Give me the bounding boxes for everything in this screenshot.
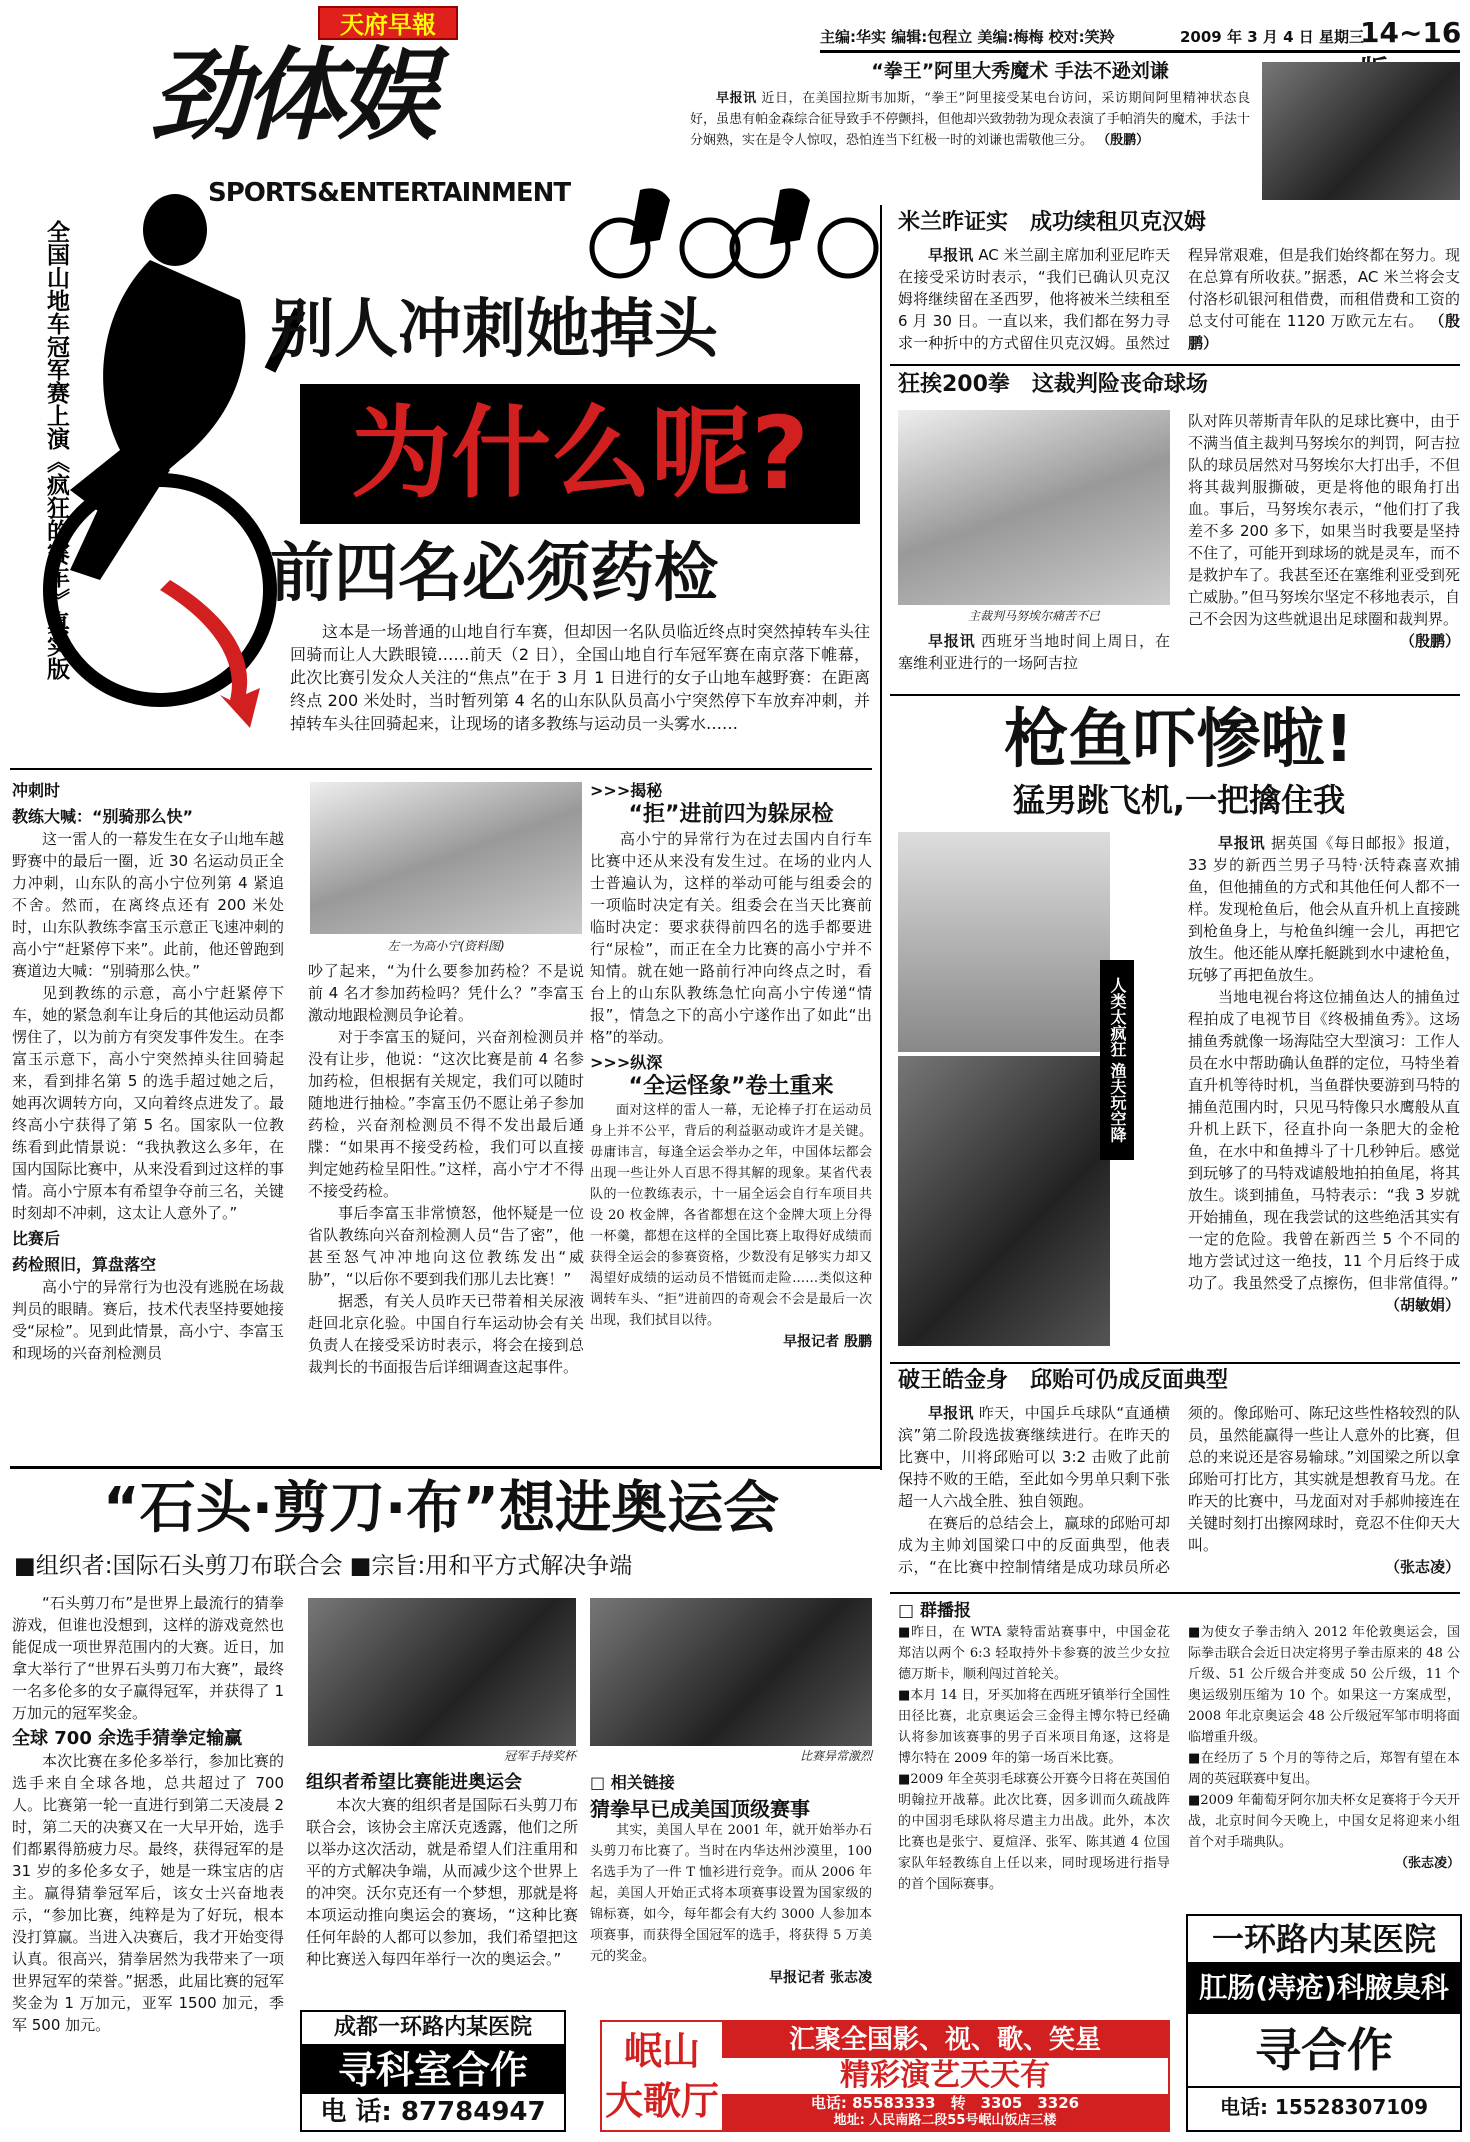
col1-kicker1: 冲刺时 xyxy=(12,781,61,800)
referee-article-left xyxy=(898,630,1170,674)
col2-p3: 事后李富玉非常愤怒，他怀疑是一位省队教练向兴奋剂检测人员“告了密”，他甚至怒气冲冲地向这位教练发出“威胁”，“以后你不要到我们那儿去比赛！” xyxy=(308,1204,584,1288)
col3-title2: “全运怪象”卷土重来 xyxy=(628,1074,834,1099)
rps-top-rule xyxy=(10,1466,882,1469)
ali-photo xyxy=(1262,62,1460,200)
ktv-ad-name1: 岷山 xyxy=(623,2029,700,2073)
marlin-article xyxy=(1188,832,1460,1316)
referee-body1 xyxy=(898,630,1170,674)
referee-caption: 主裁判马努埃尔痛苦不已 xyxy=(967,609,1100,623)
ktv-ad[interactable] xyxy=(600,2020,1170,2132)
main-intro-text: 这本是一场普通的山地自行车赛，但却因一名队员临近终点时突然掉转车头往回骑而让人大跌眼镜……前天（2 日），全国山地自行车冠军赛在南京落下帷幕，此次比赛引发众人关注的“焦点”在于 3 月 1 日进行的女子山地车越野赛：在距离终点 200 米处时，当时暂列第 4 名的山东队队员高小宁突然停下车放弃冲刺，并掉转车头往回骑起来，让现场的诸多教练与运动员一头雾水…… xyxy=(290,622,870,733)
col1-kicker2: 比赛后 xyxy=(12,1229,61,1248)
ali-body xyxy=(690,88,1250,151)
hospital-ad-1-phone: 电 话: 87784947 xyxy=(320,2097,546,2127)
headline-2: 为什么呢? xyxy=(350,395,809,512)
rps-organizer: ■组织者:国际石头剪刀布联合会 ■宗旨:用和平方式解决争端 xyxy=(14,1553,633,1579)
referee-body2: 队对阵贝蒂斯青年队的足球比赛中，由于不满当值主裁判马努埃尔的判罚，阿吉拉队的球员居然对马努埃尔大打出手，不但将其裁判服撕破，更是将他的眼角打出血。事后，马努埃尔表示，“他们打了我差不多 200 多下，如果当时我要是坚持不住了，可能开到球场的就是灵车，而不是救护车了。我甚至还在塞维利亚受到死亡威胁。”但马努埃尔坚定不移地表示，自己不会因为这些就退出足球圈和裁判界。 xyxy=(1188,412,1460,628)
qiu-body1 xyxy=(898,1402,1170,1512)
issue-date: 2009 年 3 月 4 日 星期三 xyxy=(1180,28,1364,46)
milan-byline: （殷鹏） xyxy=(1188,312,1460,352)
ali-byline: （殷鹏） xyxy=(1097,133,1150,148)
ktv-ad-panel xyxy=(722,2022,1168,2130)
col1-p1: 这一雷人的一幕发生在女子山地车越野赛中的最后一圈，近 30 名运动员正全力冲刺，山东队的高小宁位列第 4 紧追不舍。然而，在离终点还有 200 米处时，山东队教练李富玉示意正飞速冲刺的高小宁“赶紧停下来”。此前，他还曾跑到赛道边大喊：“别骑那么快。” xyxy=(12,830,284,980)
ali-lead: 早报讯 xyxy=(716,91,757,106)
qiu-byline: （张志凌） xyxy=(1384,1558,1460,1576)
col3-byline: 早报记者 殷鹏 xyxy=(783,1334,872,1350)
qiu-rule xyxy=(890,1592,1460,1594)
col2-article xyxy=(308,960,584,1378)
qiu-article xyxy=(898,1402,1460,1578)
marlin-photo-jump xyxy=(898,832,1110,1052)
group-byline: （张志凌） xyxy=(1394,1856,1460,1871)
hospital-ad-2-line3: 寻合作 xyxy=(1255,2023,1393,2077)
rps-col1 xyxy=(12,1592,284,2036)
red-arrow-icon xyxy=(150,580,270,730)
col3-p1: 高小宁的异常行为在过去国内自行车比赛中还从来没有发生过。在场的业内人士普遍认为，这样的举动可能与组委会的一项临时决定有关。组委会在当天比赛前临时决定：要求获得前四名的选手都要进行“尿检”，而正在全力比赛的高小宁并不知情。就在她一路前行冲向终点之时，看台上的山东队教练急忙向高小宁传递“情报”，情急之下的高小宁遂作出了如此“出格”的举动。 xyxy=(590,830,872,1046)
qiu-lead: 早报讯 xyxy=(928,1404,974,1422)
vertical-title: 全国山地车冠军赛上演《疯狂的赛车》真实版 xyxy=(43,220,69,680)
marlin-photo-catch xyxy=(898,1056,1110,1346)
hospital-ad-1[interactable] xyxy=(300,2010,566,2132)
section-title-text: 劲体娱 xyxy=(150,37,432,154)
col1-p2: 见到教练的示意，高小宁赶紧停下车，她的紧急刹车让身后的其他运动员都愣住了，以为前方有突发事件发生。在李富玉示意下，高小宁突然掉头往回骑起来，看到排名第 5 的选手超过她之后，她再次调转方向，又向着终点进发了。最终高小宁获得了第 5 名。国家队一位教练看到此情景说：“我执教这么多年，在国内国际比赛中，从来没看到过这样的事情。高小宁原本有希望争夺前三名，关键时刻却不冲刺，这太让人意外了。” xyxy=(12,984,284,1222)
milan-lead: 早报讯 xyxy=(928,246,974,264)
group-item-1: ■昨日，在 WTA 蒙特雷站赛事中，中国金花郑洁以两个 6:3 轻取持外卡参赛的波兰少女拉德万斯卡，顺利闯过首轮关。 xyxy=(898,1625,1170,1682)
ktv-ad-phone: 电话: 85583333 转 3305 3326 xyxy=(810,2094,1080,2112)
group-item-3: ■2009 年全英羽毛球赛公开赛今日将在英国伯明翰拉开战幕。此次比赛，因多训而久疏战阵的中国羽毛球队将尽遣主力出战。此外，本次比赛也是张宁、夏煊泽、张军、陈其遒 4 位国家队年轻教练自上任以来，同时现场进行指导的首个国际赛事。 xyxy=(898,1772,1170,1892)
marlin-side-label: 人类太疯狂 渔夫玩空降 xyxy=(1100,960,1134,1160)
rps-sub2: 组织者希望比赛能进奥运会 xyxy=(306,1772,522,1793)
rps-col3 xyxy=(590,1768,872,1989)
rps-match-photo xyxy=(590,1598,872,1746)
ktv-ad-line1: 汇聚全国影、视、歌、笑星 xyxy=(788,2025,1101,2055)
rps-col2 xyxy=(306,1768,578,1970)
referee-rule xyxy=(890,694,1460,696)
marlin-headline: 枪鱼吓惨啦! xyxy=(1004,703,1354,777)
col3-kicker1: >>>揭秘 xyxy=(590,781,663,800)
staff-line: 主编:华实 编辑:包程立 美编:梅梅 校对:笑羚 xyxy=(820,28,1115,46)
qiu-text1: 昨天，中国乒乓球队“直通横滨”第二阶段选拔赛继续进行。在昨天的比赛中，川将邱贻可以 3:2 击败了此前保持不败的王皓，至此如今男单只剩下张超一人六战全胜、独自领跑。 xyxy=(898,1404,1170,1510)
col2-p2: 对于李富玉的疑问，兴奋剂检测员并没有让步，他说：“这次比赛是前 4 名参加药检，但根据有关规定，我们可以随时随地进行抽检。”李富玉仍不愿让弟子参加药检，兴奋剂检测员不得不发出最后通牒：“如果再不接受药检，我们可以直接判定她药检呈阳性。”这样，高小宁才不得不接受药检。 xyxy=(308,1028,584,1200)
ktv-ad-name xyxy=(602,2022,722,2130)
page-range: 14~16 xyxy=(1360,16,1462,49)
rps-caption1: 冠军手持奖杯 xyxy=(503,1749,576,1763)
rps-p1: “石头剪刀布”是世界上最流行的猜拳游戏，但谁也没想到，这样的游戏竟然也能促成一项世界范围内的大赛。近日，加拿大举行了“世界石头剪刀布大赛”，最终一名多伦多的女子赢得冠军，并获得了 1 万加元的冠军奖金。 xyxy=(12,1594,284,1722)
referee-article-right xyxy=(1188,410,1460,652)
col2-p4: 据悉，有关人员昨天已带着相关尿液赶回北京化验。中国自行车运动协会有关负责人在接受采访时表示，将会在接到总裁判长的书面报告后详细调查这起事件。 xyxy=(308,1292,584,1376)
podium-photo xyxy=(310,782,582,934)
rps-trophy-photo xyxy=(308,1598,576,1746)
marlin-rule xyxy=(890,1362,1460,1364)
col3-article xyxy=(590,776,872,1353)
main-intro xyxy=(290,620,870,735)
headline-1: 别人冲刺她掉头 xyxy=(270,293,718,367)
qiu-body2: 在赛后的总结会上，赢球的邱贻可却成为主帅刘国梁口中的反面典型，他表示，“在比赛中控制情绪是成功球员所必须的。像邱贻可、陈玘这些性格较烈的队员，虽然能赢得一些让人意外的比赛，但总的来说还是容易输球。”刘国梁之所以拿邱贻可打比方，其实就是想教育马龙。在昨天的比赛中，马龙面对对手郝帅接连在关键时刻打出擦网球时，竟忍不住仰天大叫。 xyxy=(898,1404,1460,1576)
col3-title1: “拒”进前四为躲尿检 xyxy=(628,802,834,827)
ktv-ad-address: 地址: 人民南路二段55号岷山饭店三楼 xyxy=(833,2113,1057,2128)
rps-headline: “石头·剪刀·布”想进奥运会 xyxy=(102,1476,780,1541)
rps-link-title: □ 相关链接 xyxy=(590,1773,675,1792)
group-item-6: ■2009 年葡萄牙阿尔加夫杯女足赛将于今天开战，北京时间今天晚上，中国女足将迎来小组首个对手瑞典队。 xyxy=(1188,1793,1460,1850)
rps-p3: 本次大赛的组织者是国际石头剪刀布联合会，该协会主席沃克透露，他们之所以举办这次活动，就是希望人们注重用和平的方式解决争端，从而减少这个世界上的冲突。沃尔克还有一个梦想，那就是将本项运动推向奥运会的赛场，“这种比赛任何年龄的人都可以参加，我们希望把这种比赛送入每四年举行一次的奥运会。” xyxy=(306,1796,578,1968)
referee-text1: 西班牙当地时间上周日，在塞维利亚进行的一场阿吉拉 xyxy=(898,632,1170,672)
ali-text: 近日，在美国拉斯韦加斯，“拳王”阿里接受某电台访问，采访期间阿里精神状态良好，虽患有帕金森综合征导致手不停颤抖，但他却兴致勃勃为现众表演了手帕消失的魔术，手法十分娴熟，实在是令人惊叹，恐怕连当下红极一时的刘谦也需敬他三分。 xyxy=(690,91,1250,148)
hospital-ad-2-phone: 电话: 15528307109 xyxy=(1188,2086,1460,2126)
marlin-text1: 据英国《每日邮报》报道，33 岁的新西兰男子马特·沃特森喜欢捕鱼，但他捕鱼的方式和其他任何人都不一样。发现枪鱼后，他会从直升机上直接跳到枪鱼身上，与枪鱼纠缠一会儿，再把它放生。他还能从摩托艇跳到水中逮枪鱼，玩够了再把鱼放生。 xyxy=(1188,834,1460,984)
milan-body xyxy=(898,244,1460,354)
hospital-ad-1-line2: 寻科室合作 xyxy=(302,2046,564,2094)
hospital-ad-2[interactable] xyxy=(1186,1914,1462,2132)
ali-title: “拳王”阿里大秀魔术 手法不逊刘谦 xyxy=(871,60,1169,82)
referee-title: 狂挨200拳 这裁判险丧命球场 xyxy=(898,372,1208,397)
hospital-ad-1-line1: 成都一环路内某医院 xyxy=(302,2012,564,2046)
rps-caption2: 比赛异常激烈 xyxy=(799,1749,872,1763)
referee-byline: （殷鹏） xyxy=(1399,632,1460,650)
marlin-body2: 当地电视台将这位捕鱼达人的捕鱼过程拍成了电视节目《终极捕鱼秀》。这场捕鱼秀就像一场海陆空大型演习：工作人员在水中帮助确认鱼群的定位，马特坐着直升机等待时机，当鱼群快要游到马特的捕鱼范围内时，只见马特像只水鹰般从直升机上跃下，径直扑向一条肥大的金枪鱼，在水中和鱼搏斗了十几秒钟后。感觉到玩够了的马特戏谑般地拍拍鱼尾，将其放生。谈到捕鱼，马特表示：“我 3 岁就开始捕鱼，现在我尝试的这些绝活其实有一定的危险。我曾在新西兰 5 个不同的地方尝试过这一绝技，11 个月后终于成功了。我虽然受了点擦伤，但非常值得。” xyxy=(1188,988,1460,1292)
marlin-subhead: 猛男跳飞机,一把擒住我 xyxy=(1012,781,1346,819)
col3-kicker2: >>>纵深 xyxy=(590,1053,663,1072)
hospital-ad-2-line1: 一环路内某医院 xyxy=(1211,1920,1436,1958)
rps-p2: 本次比赛在多伦多举行，参加比赛的选手来自全球各地，总共超过了 700人。比赛第一轮一直进行到第二天凌晨 2 时，第二天的决赛又在一大早开始，选手们都累得筋疲力尽。最终，获得冠军的是 31 岁的多伦多女子，她是一珠宝店的店主。赢得猜拳冠军后，该女士兴奋地表示，“参加比赛，纯粹是为了好玩，根本没打算赢。当进入决赛后，我才开始变得认真。很高兴，猜拳居然为我带来了一项世界冠军的荣誉。”据悉，此届比赛的冠军奖金为 1 万加元，亚军 1500 加元，季军 500 加元。 xyxy=(12,1752,284,2034)
group-item-5: ■在经历了 5 个月的等待之后，郑智有望在本周的英冠联赛中复出。 xyxy=(1188,1751,1460,1787)
rps-p4: 其实，美国人早在 2001 年，就开始举办石头剪刀布比赛了。当时在内华达州沙漠里，100 名选手为了一件 T 恤衫进行竞争。而从 2006 年起，美国人开始正式将本项赛事设置为国家级的锦标赛，如今，每年都会有大约 3000 人参加本项赛事，而获得全国冠军的选手，将获得 5 万美元的奖金。 xyxy=(590,1823,872,1964)
marlin-byline: （胡敏娟） xyxy=(1384,1296,1460,1314)
cyclist-duo-icon xyxy=(580,180,880,280)
podium-caption: 左一为高小宁(资料图) xyxy=(387,939,505,953)
col1-p3: 高小宁的异常行为也没有逃脱在场裁判员的眼睛。赛后，技术代表坚持要她接受“尿检”。见到此情景，高小宁、李富玉和现场的兴奋剂检测员 xyxy=(12,1278,284,1362)
col3-p2: 面对这样的雷人一幕，无论棒子打在运动员身上并不公平，背后的利益驱动或许才是关键。毋庸讳言，每逢全运会举办之年，中国体坛都会出现一些让外人百思不得其解的现象。某省代表队的一位教练表示，十一届全运会自行车项目共设 20 枚金牌，各省都想在这个金牌大项上分得一杯羹，都想在这样的全国比赛上取得好成绩而获得全运会的参赛资格，少数没有足够实力却又渴望好成绩的运动员不惜铤而走险……类似这种调转车头、“拒”进前四的奇观会不会是最后一次出现，我们拭目以待。 xyxy=(590,1103,872,1328)
headline-3: 前四名必须药检 xyxy=(270,537,718,611)
rps-byline: 早报记者 张志凌 xyxy=(769,1970,872,1986)
marlin-lead: 早报讯 xyxy=(1218,834,1266,852)
marlin-body1 xyxy=(1188,832,1460,986)
paper-name-badge: 天府早報 xyxy=(318,6,458,40)
main-bottom-rule xyxy=(10,768,872,770)
col1-sub1: 教练大喊：“别骑那么快” xyxy=(12,807,194,826)
headline-2-box xyxy=(300,384,860,524)
rps-sub1: 全球 700 余选手猜拳定输赢 xyxy=(12,1728,243,1749)
col1-sub2: 药检照旧，算盘落空 xyxy=(12,1255,157,1274)
col1-article xyxy=(12,776,284,1364)
milan-title: 米兰昨证实 成功续租贝克汉姆 xyxy=(898,210,1207,235)
milan-rule xyxy=(890,364,1460,366)
hospital-ad-2-line2: 肛肠(痔疮)科腋臭科 xyxy=(1188,1962,1460,2014)
main-column-rule xyxy=(880,205,882,1470)
section-subtitle: SPORTS&ENTERTAINMENT xyxy=(208,178,571,208)
col2-p1: 吵了起来，“为什么要参加药检？不是说前 4 名才参加药检吗？凭什么？”李富玉激动地跟检测员争论着。 xyxy=(308,962,584,1024)
ktv-ad-name2: 大歌厅 xyxy=(604,2079,719,2123)
qiu-title: 破王皓金身 邱贻可仍成反面典型 xyxy=(898,1368,1229,1393)
group-item-2: ■本月 14 日，牙买加将在西班牙镇举行全国性田径比赛，北京奥运会三金得主博尔特已经确认将参加该赛事的男子百米项目角逐，这将是博尔特在 2009 年的第一场百米比赛。 xyxy=(898,1688,1170,1766)
rps-sub3: 猜拳早已成美国顶级赛事 xyxy=(590,1797,810,1821)
milan-text: AC 米兰副主席加利亚尼昨天在接受采访时表示，“我们已确认贝克汉姆将继续留在圣西罗，他将被米兰续租至 6 月 30 日。一直以来，我们都在努力寻求一种折中的方式留住贝克汉姆。虽然过程异常艰难，但是我们始终都在努力。现在总算有所收获。”据悉，AC 米兰将会支付洛杉矶银河租借费，而租借费和工资的总支付可能在 1120 万欧元左右。 xyxy=(898,246,1460,352)
group-list xyxy=(898,1622,1460,1912)
referee-lead: 早报讯 xyxy=(928,632,976,650)
group-title: □ 群播报 xyxy=(898,1601,971,1621)
referee-photo xyxy=(898,410,1170,605)
group-item-4: ■为使女子拳击纳入 2012 年伦敦奥运会，国际拳击联合会近日决定将男子拳击原来的 48 公斤级、51 公斤级合并变成 50 公斤级，11 个奥运级别压缩为 10 个。如果这一方案成型，2008 年北京奥运会 48 公斤级冠军邹市明将面临增重升级。 xyxy=(1188,1625,1460,1745)
masthead-rule xyxy=(820,50,1460,53)
section-title xyxy=(150,36,432,156)
milan-article xyxy=(898,244,1460,354)
ktv-ad-line2: 精彩演艺天天有 xyxy=(722,2058,1168,2094)
